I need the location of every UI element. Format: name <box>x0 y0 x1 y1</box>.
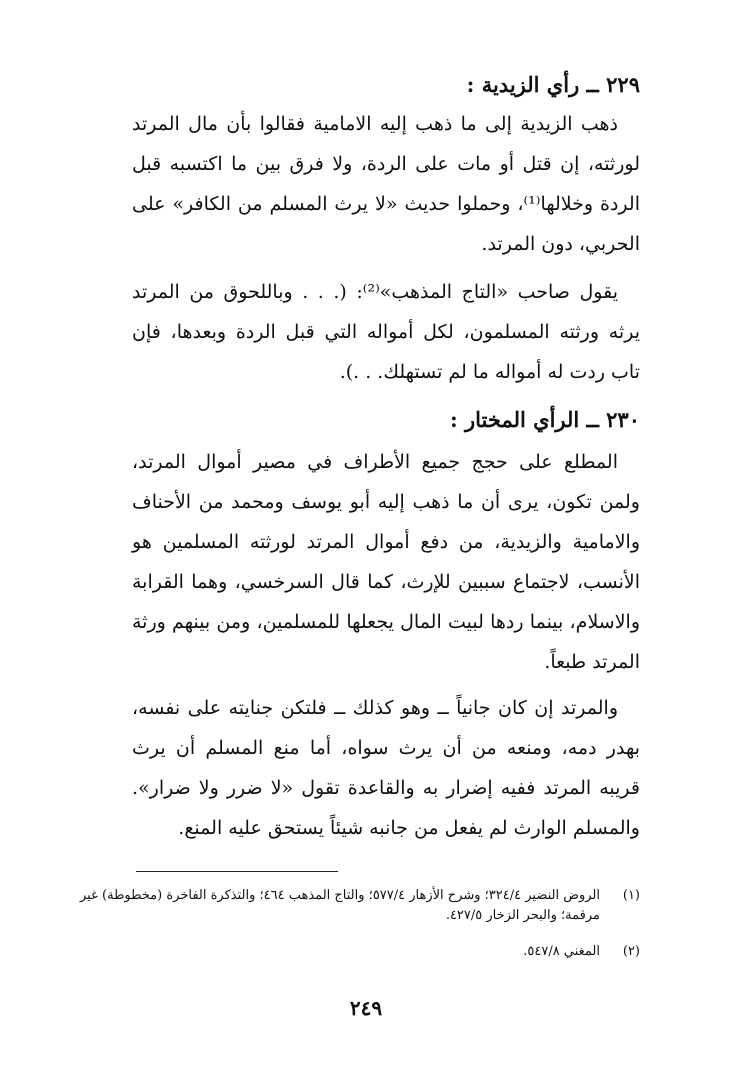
paragraph-taj-quote: يقول صاحب «التاج المذهب»⁽²⁾: (. . . وباللحوق من المرتد يرثه ورثته المسلمون، لكل أمواله التي قبل الردة وبعدها، فإن تاب ردت له أمواله ما لم تستهلك. . .). <box>132 281 640 383</box>
footnote-number: (١) <box>622 888 640 903</box>
section-heading-229: ٢٢٩ ــ رأي الزيدية : <box>466 72 640 97</box>
footnote-number: (٢) <box>622 944 640 959</box>
paragraph-chosen-opinion: المطلع على حجج جميع الأطراف في مصير أموال المرتد، ولمن تكون، يرى أن ما ذهب إليه أبو يوسف ومحمد من الأحناف والامامية والزيدية، من دفع أموال المرتد لورثته المسلمين هو الأنسب، لاجتماع سببين للإرث، كما قال السرخسي، وهما القرابة والاسلام، بينما ردها لبيت المال يجعلها للمسلمين، ومن بينهم ورثة المرتد طبعاً. <box>132 451 640 673</box>
footnote-divider <box>136 871 338 872</box>
section-heading-230: ٢٣٠ ــ الرأي المختار : <box>449 407 640 432</box>
paragraph-zaydiyya: ذهب الزيدية إلى ما ذهب إليه الامامية فقالوا بأن مال المرتد لورثته، إن قتل أو مات على الردة، ولا فرق بين ما اكتسبه قبل الردة وخلالها⁽¹⁾، وحملوا حديث «لا يرث المسلم من الكافر» على الحربي، دون المرتد. <box>132 113 640 255</box>
footnote-text: الروض النضير ٣٢٤/٤؛ وشرح الأزهار ٥٧٧/٤؛ والتاج المذهب ٤٦٤؛ والتذكرة الفاخرة (مخطوطة) غير مرقمة؛ والبحر الزخار ٤٢٧/٥. <box>80 888 600 923</box>
footnote-2 <box>80 942 640 962</box>
footnote-1 <box>80 886 640 926</box>
footnote-text: المغني ٥٤٧/٨. <box>523 944 600 959</box>
paragraph-apostate-crime: والمرتد إن كان جانياً ــ وهو كذلك ــ فلتكن جنايته على نفسه، بهدر دمه، ومنعه من أن يرث سواه، أما منع المسلم أن يرث قريبه المرتد ففيه إضرار به والقاعدة تقول «لا ضرر ولا ضرار». والمسلم الوارث لم يفعل من جانبه شيئاً يستحق عليه المنع. <box>132 697 640 839</box>
page-number: ٢٤٩ <box>349 996 383 1020</box>
